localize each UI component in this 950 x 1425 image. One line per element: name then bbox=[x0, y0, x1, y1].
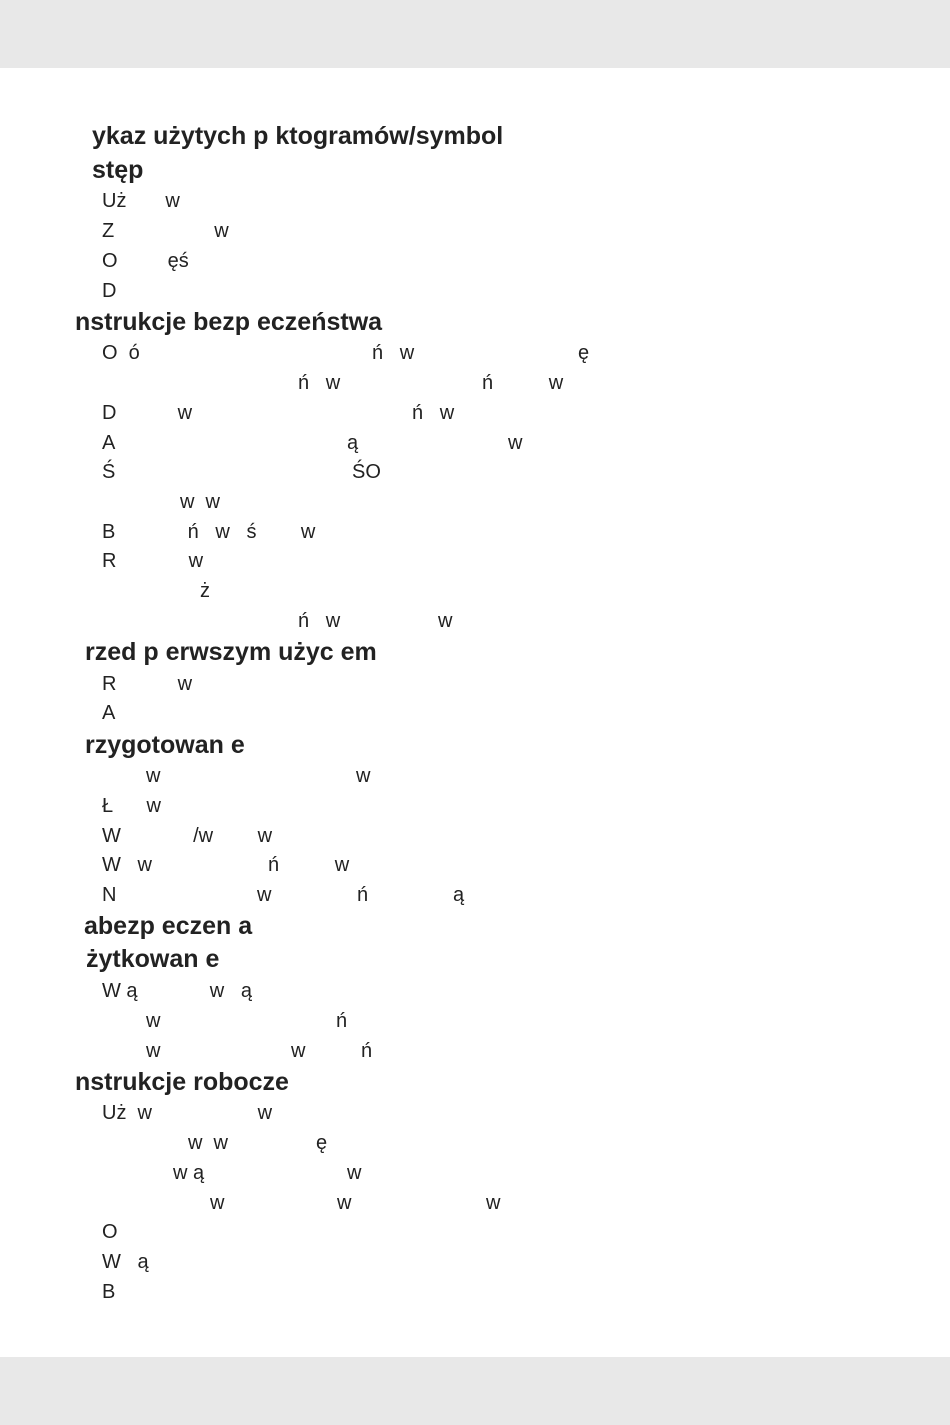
text-line: Z w bbox=[102, 220, 229, 242]
text-fragment: w ą bbox=[173, 1162, 205, 1184]
text-line: W ą w ą bbox=[102, 980, 253, 1002]
text-fragment: w bbox=[146, 1010, 161, 1032]
text-fragment: w bbox=[257, 884, 272, 906]
text-fragment: ń w bbox=[372, 342, 415, 364]
text-line: R w bbox=[102, 673, 193, 695]
text-line: B ń w ś w bbox=[102, 521, 316, 543]
text-line: D bbox=[102, 280, 117, 302]
text-fragment: ę bbox=[316, 1132, 328, 1154]
text-fragment: ń w bbox=[482, 372, 564, 394]
heading-pictograms: ykaz użytych p ktogramów/symbol bbox=[92, 122, 504, 150]
text-fragment: ń bbox=[336, 1010, 348, 1032]
heading-introduction: stęp bbox=[92, 156, 144, 184]
heading-use: żytkowan e bbox=[86, 945, 220, 973]
bottom-band bbox=[0, 1357, 950, 1425]
text-fragment: w bbox=[146, 1040, 161, 1062]
text-fragment: w ń bbox=[291, 1040, 373, 1062]
text-fragment: w bbox=[146, 765, 161, 787]
text-fragment: w bbox=[337, 1192, 352, 1214]
text-fragment: ę bbox=[578, 342, 590, 364]
text-line: Ś bbox=[102, 461, 116, 483]
text-line: Uż w w bbox=[102, 1102, 273, 1124]
text-line: W ą bbox=[102, 1251, 149, 1273]
heading-safety-instructions: nstrukcje bezp eczeństwa bbox=[75, 308, 383, 336]
text-line: W w bbox=[102, 854, 152, 876]
text-fragment: ń w bbox=[412, 402, 455, 424]
text-fragment: ż bbox=[200, 580, 210, 602]
text-fragment: ŚO bbox=[352, 461, 381, 483]
text-line: O ó bbox=[102, 342, 140, 364]
text-fragment: w bbox=[210, 1192, 225, 1214]
text-line: Ł w bbox=[102, 795, 161, 817]
text-fragment: w bbox=[508, 432, 523, 454]
text-fragment: ą bbox=[453, 884, 465, 906]
text-line: B bbox=[102, 1281, 116, 1303]
text-fragment: ń w bbox=[298, 372, 341, 394]
heading-safety-devices: abezp eczen a bbox=[84, 912, 253, 940]
text-fragment: w bbox=[486, 1192, 501, 1214]
text-line: D w bbox=[102, 402, 193, 424]
heading-working-instructions: nstrukcje robocze bbox=[75, 1068, 289, 1096]
text-fragment: ą bbox=[347, 432, 359, 454]
text-fragment: w bbox=[356, 765, 371, 787]
text-line: A bbox=[102, 432, 116, 454]
heading-preparation: rzygotowan e bbox=[85, 731, 245, 759]
heading-before-first-use: rzed p erwszym użyc em bbox=[85, 638, 377, 666]
text-fragment: ń w bbox=[268, 854, 350, 876]
text-fragment: w bbox=[438, 610, 453, 632]
text-line: Uż w bbox=[102, 190, 180, 212]
text-fragment: w w bbox=[180, 491, 220, 513]
text-line: N bbox=[102, 884, 117, 906]
text-line: O bbox=[102, 1221, 118, 1243]
text-fragment: w bbox=[347, 1162, 362, 1184]
text-line: A bbox=[102, 702, 116, 724]
text-fragment: ń bbox=[357, 884, 369, 906]
text-line: R w bbox=[102, 550, 204, 572]
text-fragment: w w bbox=[188, 1132, 228, 1154]
text-line: W /w w bbox=[102, 825, 273, 847]
text-line: O ęś bbox=[102, 250, 189, 272]
top-band bbox=[0, 0, 950, 68]
text-fragment: ń w bbox=[298, 610, 341, 632]
